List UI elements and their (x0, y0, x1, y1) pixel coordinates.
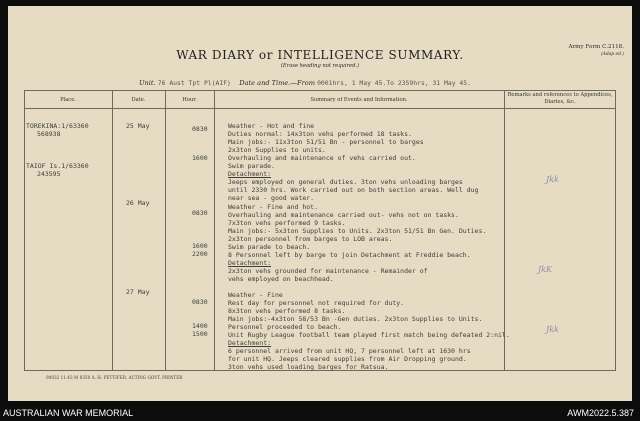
army-form-name: Army Form C.2118. (568, 44, 624, 50)
header-remarks: Remarks and references to Appendices, Diaries, &c. (507, 92, 613, 105)
page-subtitle: (Erase heading not required.) (280, 63, 360, 69)
table-left-rule (24, 90, 25, 370)
place-entry: TOREKINA:1/63360 (26, 122, 89, 130)
summary-line: Unit Rugby League football team played first match being defeated 2:nil. (228, 331, 510, 339)
pencil-mark: Jkk (546, 325, 559, 334)
page-title: WAR DIARY or INTELLIGENCE SUMMARY. (176, 48, 464, 62)
pencil-mark: Jkk (546, 175, 559, 184)
hour-entry: 1600 (192, 242, 208, 250)
date-time-value: 0001hrs, 1 May 45.To 2359hrs, 31 May 45. (317, 79, 471, 87)
header-hour: Hour. (182, 97, 197, 103)
hour-entry: 0830 (192, 209, 208, 217)
unit-label: Unit. (139, 79, 156, 87)
hour-entry: 2200 (192, 250, 208, 258)
summary-line: for unit HQ. Jeeps cleared supplies from Air Dropping ground. (228, 355, 467, 363)
printer-imprint: 90032 11.43 M 8350 A. H. PETTIFER, ACTING GOVT. PRINTER (46, 375, 183, 380)
archive-reference: AWM2022.5.387 (567, 408, 634, 418)
summary-line: 8x3ton vehs performed 8 tasks. (228, 307, 346, 315)
summary-line: 2x3ton vehs grounded for maintenance - Remainder of (228, 267, 428, 275)
summary-line: Overhauling and maintenance carried out- vehs not on tasks. (228, 211, 459, 219)
army-form-note: (Adap ed.) (600, 51, 624, 57)
summary-line: until 2330 hrs. Work carried out on both section areas. Well dug (228, 186, 479, 194)
pencil-mark: JkK (538, 265, 553, 274)
summary-line: Swim parade. (228, 162, 275, 170)
place-entry: TAIOF Is.1/63360 (26, 162, 89, 170)
date-entry: 27 May (126, 288, 150, 296)
date-time-label: Date and Time.—From (239, 79, 315, 87)
col-rule-summary (504, 90, 505, 370)
header-summary: Summary of Events and Information. (310, 97, 408, 103)
summary-line: 3ton vehs used loading barges for Ratsua. (228, 363, 389, 371)
summary-line: Swim parade to beach. (228, 243, 311, 251)
col-rule-date (165, 90, 166, 370)
archive-caption: AUSTRALIAN WAR MEMORIAL (3, 408, 134, 418)
diary-sheet (8, 6, 632, 401)
summary-line: 6 personnel arrived from unit HQ, 7 personnel left at 1630 hrs (228, 347, 471, 355)
date-entry: 25 May (126, 122, 150, 130)
header-place: Place. (60, 97, 76, 103)
place-entry: 243595 (37, 170, 61, 178)
summary-line: 8 Personnel left by barge to join Detachment at Freddie beach. (228, 251, 471, 259)
summary-line: 2x3ton Supplies to units. (228, 146, 326, 154)
summary-line: Main jobs:-4x3ton 58/53 Bn -Gen duties. 2x3ton Supplies to Units. (228, 315, 483, 323)
summary-line: Main jobs:- 5x3ton Supplies to Units. 2x3ton 51/51 Bn Gen. Duties. (228, 227, 487, 235)
summary-line: Rest day for personnel not required for duty. (228, 299, 405, 307)
summary-line: Overhauling and maintenance of vehs carried out. (228, 154, 416, 162)
summary-heading: Detachment: (228, 339, 272, 347)
summary-line: 2x3ton personnel from barges to LOB areas. (228, 235, 393, 243)
summary-line: Jeeps employed on general duties. 3ton vehs unloading barges (228, 178, 463, 186)
summary-line: Personnel proceeded to beach. (228, 323, 342, 331)
table-right-rule (615, 90, 616, 370)
col-rule-place (112, 90, 113, 370)
summary-heading: Detachment: (228, 170, 272, 178)
hour-entry: 1500 (192, 330, 208, 338)
summary-line: vehs employed on beachhead. (228, 275, 334, 283)
summary-line: near sea - good water. (228, 194, 315, 202)
summary-line: Main jobs:- 11x3ton 51/51 Bn - personnel to barges (228, 138, 424, 146)
header-date: Date. (131, 97, 146, 103)
hour-entry: 0830 (192, 298, 208, 306)
place-entry: 568938 (37, 130, 61, 138)
summary-line: Weather - Fine and hot. (228, 203, 319, 211)
summary-line: 7x3ton vehs performed 9 tasks. (228, 219, 346, 227)
unit-value: 76 Aust Tpt Pl(AIF) (157, 79, 231, 87)
hour-entry: 1600 (192, 154, 208, 162)
hour-entry: 0830 (192, 125, 208, 133)
summary-heading: Detachment: (228, 259, 272, 267)
date-entry: 26 May (126, 199, 150, 207)
summary-line: Weather - Hot and fine (228, 122, 315, 130)
col-rule-hour (214, 90, 215, 370)
hour-entry: 1400 (192, 322, 208, 330)
summary-line: Weather - Fine (228, 291, 283, 299)
summary-line: Duties normal: 14x3ton vehs performed 18 tasks. (228, 130, 412, 138)
unit-line (139, 79, 471, 87)
